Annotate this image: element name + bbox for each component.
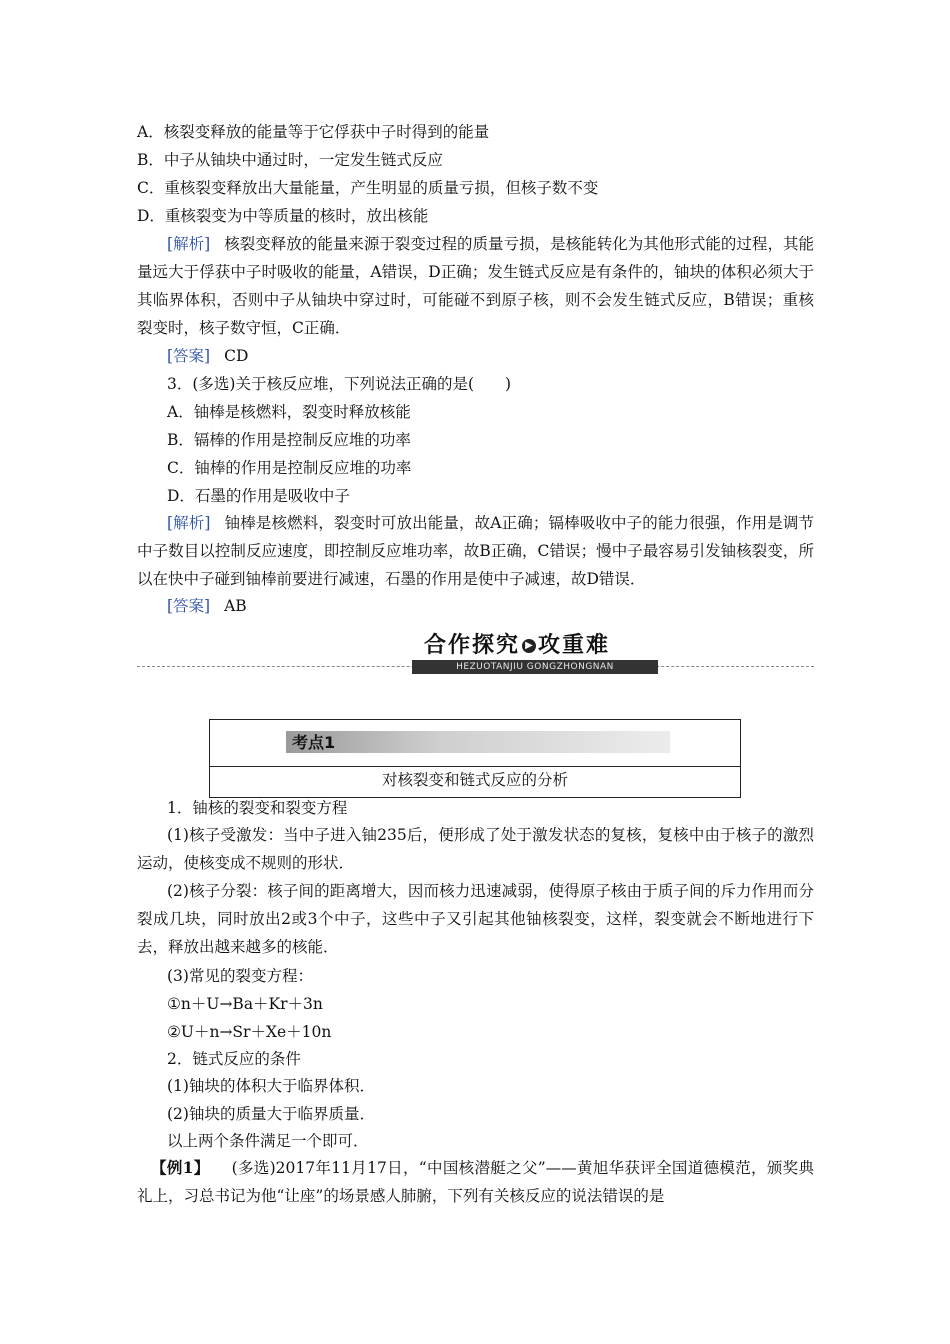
answer-text: CD	[224, 347, 249, 365]
section-1-heading: 1．铀核的裂变和裂变方程	[167, 799, 348, 817]
condition-1: (1)铀块的体积大于临界体积．	[167, 1077, 375, 1095]
kaodian-label: 考点1	[292, 733, 336, 752]
answer-text: AB	[224, 597, 247, 615]
q2-option-b: B．中子从铀块中通过时，一定发生链式反应	[137, 151, 443, 169]
example-tag: 【例1】	[151, 1158, 210, 1177]
section-2-heading: 2．链式反应的条件	[167, 1050, 301, 1068]
q3-stem: 3．(多选)关于核反应堆，下列说法正确的是( )	[167, 375, 512, 393]
q2-answer	[167, 346, 248, 366]
q3-answer	[167, 596, 247, 616]
condition-note: 以上两个条件满足一个即可．	[167, 1132, 369, 1150]
q2-option-a: A．核裂变释放的能量等于它俘获中子时得到的能量	[137, 123, 490, 141]
answer-tag: [答案]	[167, 347, 211, 365]
q3-option-c: C．铀棒的作用是控制反应堆的功率	[167, 459, 412, 477]
q3-analysis	[137, 509, 814, 593]
answer-tag: [答案]	[167, 597, 211, 615]
example-1	[137, 1154, 814, 1210]
section-1-p1: (1)核子受激发：当中子进入铀235后，便形成了处于激发状态的复核，复核中由于核子的激烈运动，使核变成不规则的形状．	[137, 826, 814, 872]
section-1-p2: (2)核子分裂：核子间的距离增大，因而核力迅速减弱，使得原子核由于质子间的斥力作用而分裂成几块，同时放出2或3个中子，这些中子又引起其他铀核裂变，这样，裂变就会不断地进行下去，释放出越来越多的核能．	[137, 882, 814, 956]
section-banner	[412, 628, 658, 676]
q2-option-d: D．重核裂变为中等质量的核时，放出核能	[137, 207, 429, 225]
analysis-text: 核裂变释放的能量来源于裂变过程的质量亏损，是核能转化为其他形式能的过程，其能量远大于俘获中子时吸收的能量，A错误，D正确；发生链式反应是有条件的，铀块的体积必须大于其临界体积，否则中子从铀块中穿过时，可能碰不到原子核，则不会发生链式反应，B错误；重核裂变时，核子数守恒，C正确．	[137, 235, 814, 337]
q3-option-b: B．镉棒的作用是控制反应堆的功率	[167, 431, 411, 449]
kaodian-bar	[286, 731, 670, 753]
equation-2: ②U＋n→Sr＋Xe＋10n	[167, 1023, 332, 1041]
condition-2: (2)铀块的质量大于临界质量．	[167, 1105, 375, 1123]
kaodian-box	[209, 719, 741, 798]
arrow-right-icon: ▶	[522, 639, 536, 653]
section-1-p3: (3)常见的裂变方程：	[167, 967, 313, 985]
analysis-text: 铀棒是核燃料，裂变时可放出能量，故A正确；镉棒吸收中子的能力很强，作用是调节中子数目以控制反应速度，即控制反应堆功率，故B正确，C错误；慢中子最容易引发铀核裂变，所以在快中子碰到铀棒前要进行减速，石墨的作用是使中子减速，故D错误．	[137, 514, 814, 588]
banner-title-b: 攻重难	[538, 633, 611, 658]
q3-option-a: A．铀棒是核燃料，裂变时释放核能	[167, 403, 411, 421]
equation-1: ①n＋U→Ba＋Kr＋3n	[167, 995, 323, 1013]
q2-option-c: C．重核裂变释放出大量能量，产生明显的质量亏损，但核子数不变	[137, 179, 599, 197]
kaodian-header	[210, 720, 740, 767]
kaodian-caption: 对核裂变和链式反应的分析	[381, 771, 568, 789]
banner-subtitle: HEZUOTANJIU GONGZHONGNAN	[412, 660, 658, 674]
banner-title-a: 合作探究	[424, 633, 521, 658]
q3-option-d: D．石墨的作用是吸收中子	[167, 487, 350, 505]
analysis-tag: [解析]	[167, 235, 211, 253]
analysis-tag: [解析]	[167, 514, 211, 532]
banner-title	[424, 628, 610, 659]
example-text: (多选)2017年11月17日，“中国核潜艇之父”——黄旭华获评全国道德模范，颁奖典礼上，习总书记为他“让座”的场景感人肺腑，下列有关核反应的说法错误的是	[137, 1159, 814, 1205]
q2-analysis	[137, 230, 814, 342]
